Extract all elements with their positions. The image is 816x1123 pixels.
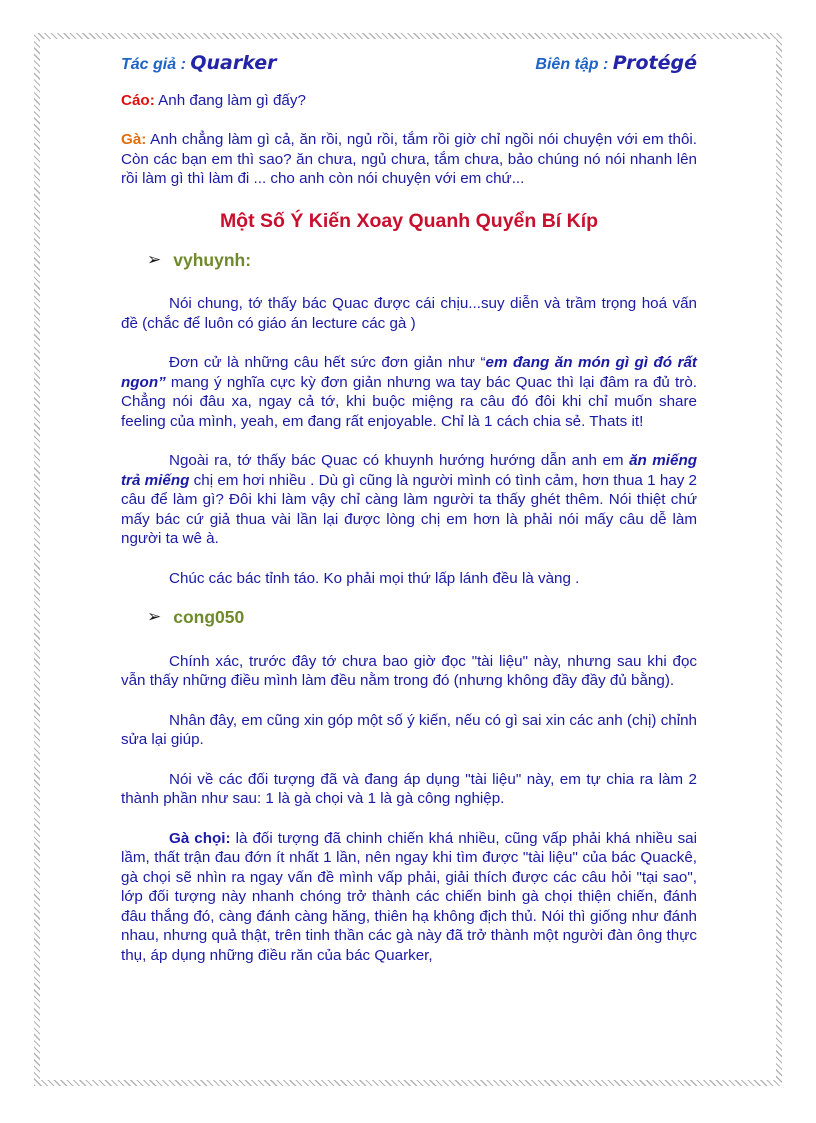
section-name: cong050 — [173, 607, 245, 627]
paragraph — [121, 770, 697, 809]
speaker-fox: Cáo: — [121, 91, 155, 109]
term-heading: Gà chọi: — [169, 829, 231, 847]
author-credit — [121, 54, 276, 75]
paragraph-text: Nói về các đối tượng đã và đang áp dụng "tài liệu" này, em tự chia ra làm 2 thành phần như sau: 1 là gà chọi và 1 là gà công nghiệp. — [121, 770, 697, 807]
paragraph — [121, 451, 697, 549]
arrow-bullet-icon: ➢ — [147, 607, 162, 627]
paragraph — [121, 652, 697, 691]
emphasis-text: em đang ăn món gì gì đó rất ngon” — [121, 354, 697, 391]
paragraph-text: Nói chung, tớ thấy bác Quac được cái chịu...suy diễn và trầm trọng hoá vấn đề (chắc để luôn có giáo án lecture các gà ) — [121, 295, 697, 332]
section-heading-cong050 — [147, 608, 697, 628]
paragraph — [121, 294, 697, 333]
editor-name: Protégé — [612, 52, 697, 74]
dialogue-line-chicken — [121, 130, 697, 189]
paragraph-text: Ngoài ra, tớ thấy bác Quac có khuynh hướng hướng dẫn anh em — [169, 452, 630, 469]
section-name: vyhuynh: — [173, 249, 252, 270]
author-name: Quarker — [190, 52, 277, 74]
author-label: Tác giả : — [121, 56, 186, 73]
document-title: Một Số Ý Kiến Xoay Quanh Quyển Bí Kíp — [219, 209, 599, 232]
document-header — [121, 54, 697, 75]
dialogue-text: Anh đang làm gì đấy? — [154, 91, 306, 109]
emphasis-text: ăn miếng trả miếng — [121, 452, 698, 489]
editor-label: Biên tập : — [535, 56, 609, 73]
paragraph-text: Chính xác, trước đây tớ chưa bao giờ đọc "tài liệu" này, nhưng sau khi đọc vẫn thấy những điều mình làm đều nằm trong đó (nhưng không đầy đầy đủ bằng). — [121, 652, 697, 689]
dialogue-text: Anh chẳng làm gì cả, ăn rồi, ngủ rồi, tắm rồi giờ chỉ ngồi nói chuyện với em thôi. Còn các bạn em thì sao? ăn chưa, ngủ chưa, tắm chưa, bảo chúng nó nói nhanh lên rồi làm gì thì làm đi ... cho anh còn nói chuyện với em chứ... — [121, 131, 697, 187]
paragraph — [121, 569, 697, 589]
section-heading-vyhuynh — [147, 251, 697, 271]
document-body — [121, 54, 697, 985]
speaker-chicken: Gà: — [121, 131, 147, 148]
paragraph-text: Đơn cử là những câu hết sức đơn giản như “ — [169, 354, 486, 371]
arrow-bullet-icon: ➢ — [147, 249, 162, 270]
paragraph-text: Nhân đây, em cũng xin góp một số ý kiến, nếu có gì sai xin các anh (chị) chỉnh sửa lại giúp. — [121, 711, 697, 748]
paragraph-text: là đối tượng đã chinh chiến khá nhiều, cũng vấp phải khá nhiều sai lầm, thất trận đau đớn ít nhất 1 lần, nên ngay khi tìm được "tài liệu" của bác Quackê, gà chọi sẽ nhìn ra ngay vấn đề mình vấp phải, giải thích được các câu hỏi "tại sao", lớp đối tượng này nhanh chóng trở thành các chiến binh gà chọi thiện chiến, đánh đâu thắng đó, càng đánh càng hăng, thiên hạ không địch thủ. Nói thì giống như đánh nhau, nhưng quả thật, trên tinh thần các gà này đã trở thành một người đàn ông thực thụ, áp dụng những điều răn của bác Quarker, — [121, 829, 697, 964]
editor-credit — [535, 54, 697, 75]
paragraph-text: mang ý nghĩa cực kỳ đơn giản nhưng wa tay bác Quac thì lại đâm ra đủ trò. Chẳng nói đâu xa, ngay cả tớ, khi buộc miệng ra câu đó đôi khi chỉ muốn share feeling của mình, yeah, em đang rất enjoyable. Chỉ là 1 cách chia sẻ. Thats it! — [121, 373, 697, 430]
paragraph-text: chị em hơi nhiều . Dù gì cũng là người mình có tình cảm, hơn thua 1 hay 2 câu để làm gì? Đôi khi làm vậy chỉ càng làm người ta thấy ghét thêm. Nói thiệt chứ mấy bác cứ giả thua vài lần lại được lòng chị em hơn là phải nói mấy câu dễ làm người ta wê à. — [121, 471, 698, 547]
paragraph — [121, 353, 697, 431]
paragraph-text: Chúc các bác tỉnh táo. Ko phải mọi thứ lấp lánh đều là vàng . — [169, 569, 580, 587]
paragraph — [121, 829, 697, 966]
paragraph — [121, 711, 697, 750]
dialogue-line-fox — [121, 91, 697, 111]
